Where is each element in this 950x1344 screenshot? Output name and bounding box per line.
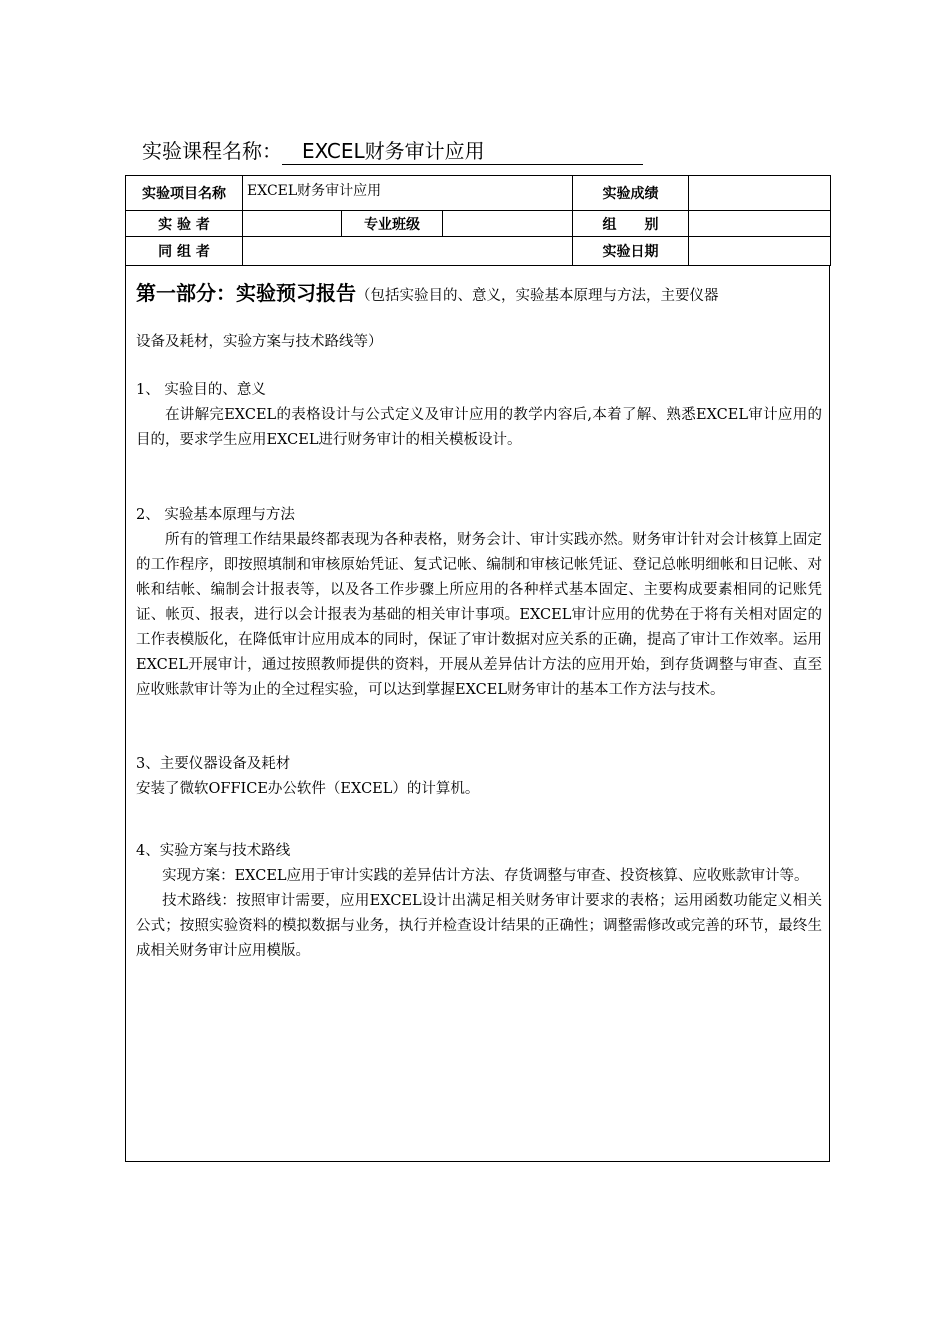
section-1-heading: 1、 实验目的、意义 [136,382,266,398]
info-table [125,175,831,266]
date-value[interactable] [689,237,831,266]
group-value[interactable] [689,211,831,237]
project-label: 实验项目名称 [126,176,243,211]
section-4-heading: 4、实验方案与技术路线 [136,843,291,859]
class-value[interactable] [443,211,573,237]
experimenter-value[interactable] [243,211,342,237]
part-title: 第一部分：实验预习报告 [136,281,356,305]
date-label: 实验日期 [573,237,689,266]
partner-label: 同 组 者 [126,237,243,266]
section-2-text: 所有的管理工作结果最终都表现为各种表格，财务会计、审计实践亦然。财务审计针对会计核算上固定的工作程序，即按照填制和审核原始凭证、复式记帐、编制和审核记帐凭证、登记总帐明细帐和日记帐、对帐和结帐、编制会计报表等，以及各工作步骤上所应用的各种样式基本固定、主要构成要素相同的记账凭证、帐页、报表，进行以会计报表为基础的相关审计事项。EXCEL审计应用的优势在于将有关相对固定的工作表模版化，在降低审计应用成本的同时，保证了审计数据对应关系的正确，提高了审计工作效率。运用EXCEL开展审计，通过按照教师提供的资料，开展从差异估计方法的应用开始，到存货调整与审查、直至应收账款审计等为止的全过程实验，可以达到掌握EXCEL财务审计的基本工作方法与技术。 [136,532,822,698]
class-label: 专业班级 [342,211,443,237]
part-note-line1: （包括实验目的、意义，实验基本原理与方法，主要仪器 [356,288,719,304]
section-3-text: 安装了微软OFFICE办公软件（EXCEL）的计算机。 [136,781,480,797]
part-heading [136,278,826,350]
section-1-text: 在讲解完EXCEL的表格设计与公式定义及审计应用的教学内容后,本着了解、熟悉EXCEL审计应用的目的，要求学生应用EXCEL进行财务审计的相关模板设计。 [136,407,822,448]
section-4-plan: 实现方案：EXCEL应用于审计实践的差异估计方法、存货调整与审查、投资核算、应收账款审计等。 [162,868,809,884]
project-value[interactable]: EXCEL财务审计应用 [243,176,573,211]
score-value[interactable] [689,176,831,211]
course-title [142,136,643,166]
section-3 [136,752,822,802]
section-4-route: 技术路线：按照审计需要，应用EXCEL设计出满足相关财务审计要求的表格；运用函数功能定义相关公式；按照实验资料的模拟数据与业务，执行并检查设计结果的正确性；调整需修改或完善的环节，最终生成相关财务审计应用模版。 [136,893,822,959]
course-name: EXCEL财务审计应用 [282,138,643,165]
section-4 [136,839,822,964]
partner-value[interactable] [243,237,573,266]
group-label: 组 别 [573,211,689,237]
section-2 [136,503,822,703]
experimenter-label: 实 验 者 [126,211,243,237]
part-note-line2: 设备及耗材，实验方案与技术路线等） [136,334,383,350]
section-1 [136,378,822,453]
score-label: 实验成绩 [573,176,689,211]
course-label: 实验课程名称： [142,139,282,163]
section-2-heading: 2、 实验基本原理与方法 [136,507,295,523]
section-3-heading: 3、主要仪器设备及耗材 [136,756,291,772]
